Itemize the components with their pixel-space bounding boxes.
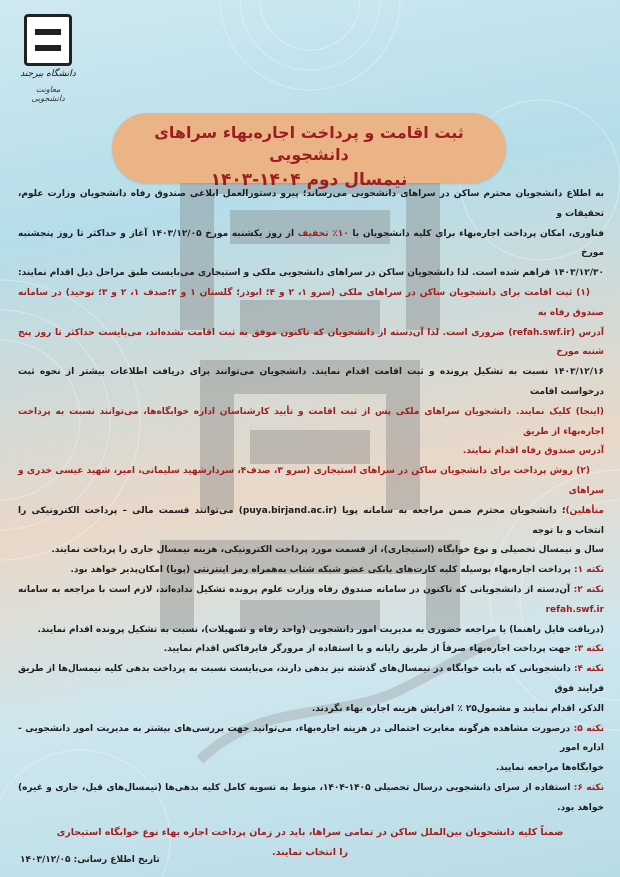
- note-5: [18, 720, 604, 760]
- page-title: ثبت اقامت و پرداخت اجاره‌بهاء سراهای دانشجویی: [154, 123, 464, 164]
- note-6-label: نکته ۶:: [573, 782, 605, 793]
- note-5-text: درصورت مشاهده هرگونه مغایرت احتمالی در هزینه اجاره‌بهاء، می‌توانید جهت بررسی‌های بیشتر به مدیریت امور دانشجویی - اداره امور: [18, 723, 604, 754]
- note-3-text: جهت پرداخت اجاره‌بهاء صرفاً از طریق رایانه و با استفاده از مرورگر فایرفاکس اقدام نمایید.: [163, 644, 574, 655]
- intro-line-2: [18, 225, 604, 265]
- note-5-label: نکته ۵:: [573, 723, 604, 734]
- logo-emblem: [24, 14, 72, 66]
- announcement-date: تاریخ اطلاع رسانی: ۱۴۰۳/۱۲/۰۵: [20, 855, 160, 865]
- intro-line-2-pre: فناوری، امکان پرداخت اجاره‌بهاء برای کلیه دانشجویان با: [348, 228, 604, 239]
- note-2-label: نکته ۲:: [573, 584, 604, 595]
- note-2: [18, 581, 604, 621]
- discount-highlight: ۱۰٪ تخفیف: [297, 228, 349, 239]
- section1-line-2[interactable]: آدرس (refah.swf.ir) ضروری است. لذا آن‌دسته از دانشجویان که تاکنون موفق به ثبت اقامت نشده‌اند، می‌بایست حداکثر تا روز پنج شنبه مورخ: [18, 327, 604, 358]
- intro-line-2-post: از روز یکشنبه مورخ ۱۴۰۳/۱۲/۰۵ آغاز و حداکثر تا روز پنجشنبه مورخ: [18, 228, 604, 259]
- note-4-cont: الذکر، اقدام نمایند و مشمول۲۵ ٪ افزایش هزینه اجاره بهاء نگردند.: [311, 703, 604, 714]
- section1-line-1: (۱) ثبت اقامت برای دانشجویان ساکن در سراهای ملکی (سرو ۱، ۲ و ۴؛ ابوذر؛ گلستان ۱ و ۲؛صدف ۱، ۲ و ۳؛ توحید) در سامانه صندوق رفاه به: [18, 287, 604, 318]
- note-1-text: پرداخت اجاره‌بهاء بوسیله کلیه کارت‌های بانکی عضو شبکه شتاب به‌همراه رمز اینترنتی (پویا) امکان‌پذیر خواهد بود.: [70, 565, 574, 576]
- title-banner: [112, 113, 506, 190]
- intro-line-1: به اطلاع دانشجویان محترم ساکن در سراهای دانشجویی می‌رساند؛ پیرو دستورالعمل ابلاغی صندوق رفاه دانشجویان وزارت علوم، تحقیقات و: [18, 189, 604, 219]
- note-4: [18, 660, 604, 700]
- section2-married: متأهلین): [565, 505, 604, 516]
- section2-line-1: (۲) روش پرداخت برای دانشجویان ساکن در سراهای استیجاری (سرو ۳، صدف۴، سردارشهید سلیمانی، امیر، شهید عیسی خدری و سراهای: [18, 466, 604, 496]
- page-subtitle: نیمسال دوم ۱۴۰۴-۱۴۰۳: [210, 170, 408, 190]
- logo-university-name: دانشگاه بیرجند: [20, 69, 76, 79]
- note-5-cont: خوابگاه‌ها مراجعه نمایید.: [495, 763, 604, 774]
- note-6-text: استفاده از سرای دانشجویی درسال تحصیلی ۱۴۰۵-۱۴۰۴، منوط به تسویه کامل کلیه بدهی‌ها (نیمسال‌های قبل، جاری و غیره) خواهد بود.: [18, 782, 604, 813]
- note-2-cont[interactable]: (دریافت فایل راهنما) یا مراجعه حضوری به مدیریت امور دانشجویی (واحد رفاه و تسهیلات)، نسبت به تشکیل پرونده اقدام نمایند.: [37, 624, 604, 635]
- refah-link[interactable]: refah.swf.ir: [545, 604, 604, 615]
- note-1-label: نکته ۱:: [574, 565, 604, 576]
- international-notice-line-2: را انتخاب نمایند.: [271, 847, 349, 858]
- section1-line-5: آدرس صندوق رفاه اقدام نمایند.: [462, 446, 604, 457]
- note-3: [18, 640, 604, 660]
- intro-line-3: ۱۴۰۳/۱۲/۳۰ فراهم شده است. لذا دانشجویان ساکن در سراهای دانشجویی ملکی و استیجاری می‌بایست طبق مراحل ذیل اقدام نمایند:: [18, 268, 604, 279]
- section1-line-4[interactable]: (اینجا) کلیک نمایند. دانشجویان سراهای ملکی پس از ثبت اقامت و تأیید کارشناسان اداره خوابگاه‌ها، می‌توانند نسبت به پرداخت اجاره‌بهاء از طریق: [18, 406, 604, 437]
- logo-department-name: معاونت دانشجویی: [31, 85, 65, 103]
- section2-line-3: سال و نیمسال تحصیلی و نوع خوابگاه (استیجاری)، از قسمت مورد پرداخت الکترونیکی، هزینه نیمسال جاری را پرداخت نمایند.: [51, 545, 604, 556]
- note-3-label: نکته ۳:: [574, 644, 604, 655]
- note-6: [18, 779, 604, 819]
- international-notice-line-1: ضمناً کلیه دانشجویان بین‌الملل ساکن در تمامی سراها، باید در زمان پرداخت اجاره بهاء نوع خوابگاه استیجاری: [56, 827, 564, 838]
- note-4-label: نکته ۴:: [573, 664, 604, 675]
- note-1: [18, 561, 604, 581]
- section2-line-2: [18, 502, 604, 542]
- university-logo: [18, 14, 78, 103]
- announcement-body: [18, 185, 604, 819]
- section2-puya[interactable]: ؛ دانشجویان محترم ضمن مراجعه به سامانه پویا (puya.birjand.ac.ir) می‌توانند قسمت مالی – پرداخت الکترونیکی را انتخاب و با توجه: [18, 505, 604, 536]
- note-2-text: آن‌دسته از دانشجویانی که تاکنون در سامانه صندوق رفاه وزارت علوم پرونده تشکیل نداده‌اند، لازم است با مراجعه به سامانه: [18, 584, 574, 595]
- section1-line-3: ۱۴۰۳/۱۲/۱۶ نسبت به تشکیل پرونده و ثبت اقامت اقدام نمایند. دانشجویان می‌توانند برای دریافت اطلاعات بیشتر از نحوه ثبت درخواست اقامت: [18, 367, 604, 397]
- note-4-text: دانشجویانی که بابت خوابگاه در نیمسال‌های گذشته نیز بدهی دارند، می‌بایست نسبت به پرداخت بدهی کلیه نیمسال‌ها از طریق فرایند فوق: [18, 664, 604, 694]
